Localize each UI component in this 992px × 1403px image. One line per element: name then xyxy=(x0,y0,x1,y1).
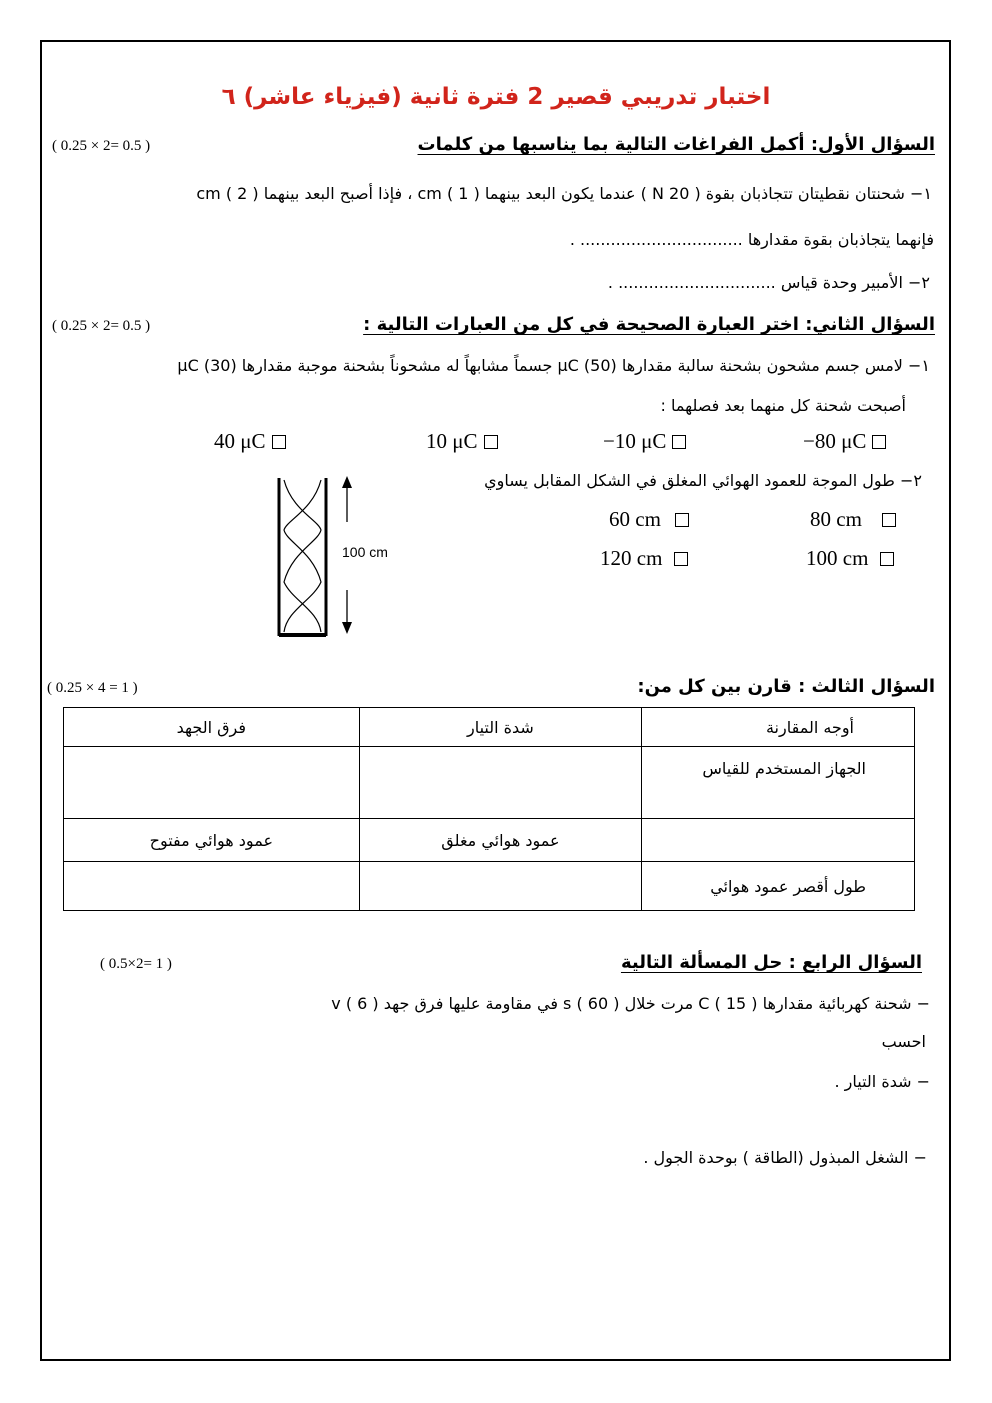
q4-part2: − الشغل المبذول (الطاقة ) بوحدة الجول . xyxy=(643,1148,927,1167)
checkbox[interactable] xyxy=(872,435,886,449)
q4-problem: − شحنة كهربائية مقدارها C ( 15 ) مرت خلال s ( 60 ) في مقاومة عليها فرق جهد v ( 6 ) xyxy=(331,994,930,1013)
option-value: 80 cm xyxy=(810,507,862,531)
option-value: 120 cm xyxy=(600,546,663,570)
option-value: 10 μC xyxy=(426,429,478,453)
standing-wave-left xyxy=(284,480,321,632)
q2-marks: ( 0.25 × 2= 0.5 ) xyxy=(52,318,151,334)
checkbox[interactable] xyxy=(484,435,498,449)
answer-cell[interactable] xyxy=(359,862,642,911)
q2-heading: السؤال الثاني: اختر العبارة الصحيحة في كل من العبارات التالية : xyxy=(363,314,935,335)
q3-marks: ( 0.25 × 4 = 1 ) xyxy=(47,680,138,696)
checkbox[interactable] xyxy=(675,513,689,527)
option-value: −10 μC xyxy=(603,429,667,453)
comparison-table xyxy=(63,707,915,911)
table-row-label: طول أقصر عمود هوائي xyxy=(642,862,915,911)
table-cell xyxy=(642,819,915,862)
arrow-head-up xyxy=(342,476,352,488)
q2-item2-option[interactable] xyxy=(810,507,896,532)
checkbox[interactable] xyxy=(882,513,896,527)
answer-cell[interactable] xyxy=(359,747,642,819)
table-cell: عمود هوائي مغلق xyxy=(359,819,642,862)
table-cell: عمود هوائي مفتوح xyxy=(64,819,360,862)
answer-cell[interactable] xyxy=(64,862,360,911)
q1-heading: السؤال الأول: أكمل الفراغات التالية بما يناسبها من كلمات xyxy=(417,134,935,155)
checkbox[interactable] xyxy=(880,552,894,566)
q4-calc-label: احسب xyxy=(881,1032,926,1051)
q3-heading: السؤال الثالث : قارن بين كل من: xyxy=(637,676,935,697)
q2-item1-option[interactable] xyxy=(426,429,498,454)
table-header-cell: أوجه المقارنة xyxy=(642,708,915,747)
option-value: 40 μC xyxy=(214,429,266,453)
q4-marks: ( 0.5×2= 1 ) xyxy=(100,956,172,972)
answer-cell[interactable] xyxy=(64,747,360,819)
table-row xyxy=(64,747,915,819)
q2-item2-option[interactable] xyxy=(600,546,688,571)
q2-item2-text: ٢− طول الموجة للعمود الهوائي المغلق في الشكل المقابل يساوي xyxy=(484,471,922,490)
checkbox[interactable] xyxy=(672,435,686,449)
q2-item1-option[interactable] xyxy=(214,429,286,454)
arrow-head-down xyxy=(342,622,352,634)
option-value: −80 μC xyxy=(803,429,867,453)
q1-item1-line2: فإنهما يتجاذبان بقوة مقدارها ................................ . xyxy=(569,230,934,249)
table-row xyxy=(64,819,915,862)
q1-item1-line1: ١− شحنتان نقطيتان تتجاذبان بقوة ( N 20 ) عندما يكون البعد بينهما cm ( 1 ) ، فإذا أصبح البعد بينهما cm ( 2 ) xyxy=(196,184,932,203)
standing-wave-right xyxy=(284,480,321,632)
q4-heading: السؤال الرابع : حل المسألة التالية xyxy=(620,952,922,973)
q4-part1: − شدة التيار . xyxy=(834,1072,930,1091)
exam-title: اختبار تدريبي قصير 2 فترة ثانية (فيزياء عاشر) ٦ xyxy=(221,84,771,110)
q2-item1-option[interactable] xyxy=(803,429,886,454)
checkbox[interactable] xyxy=(272,435,286,449)
table-header-cell: فرق الجهد xyxy=(64,708,360,747)
option-value: 60 cm xyxy=(609,507,661,531)
q2-item1-option[interactable] xyxy=(603,429,686,454)
q2-item1-line2: أصبحت شحنة كل منهما بعد فصلهما : xyxy=(660,396,906,415)
q2-item2-option[interactable] xyxy=(806,546,894,571)
q1-item2: ٢− الأمبير وحدة قياس ............................... . xyxy=(607,273,930,292)
table-row xyxy=(64,862,915,911)
q2-item2-option[interactable] xyxy=(609,507,689,532)
q2-item1-line1: ١− لامس جسم مشحون بشحنة سالبة مقدارها μC (50) جسماً مشابهاً له مشحوناً بشحنة موجبة مقدارها μC (30) xyxy=(177,356,930,375)
table-header-cell: شدة التيار xyxy=(359,708,642,747)
table-header-row xyxy=(64,708,915,747)
q1-marks: ( 0.25 × 2= 0.5 ) xyxy=(52,138,151,154)
checkbox[interactable] xyxy=(674,552,688,566)
option-value: 100 cm xyxy=(806,546,869,570)
closed-air-column-figure xyxy=(270,470,400,640)
figure-length-label: 100 cm xyxy=(342,544,388,560)
table-row-label: الجهاز المستخدم للقياس xyxy=(642,747,915,819)
